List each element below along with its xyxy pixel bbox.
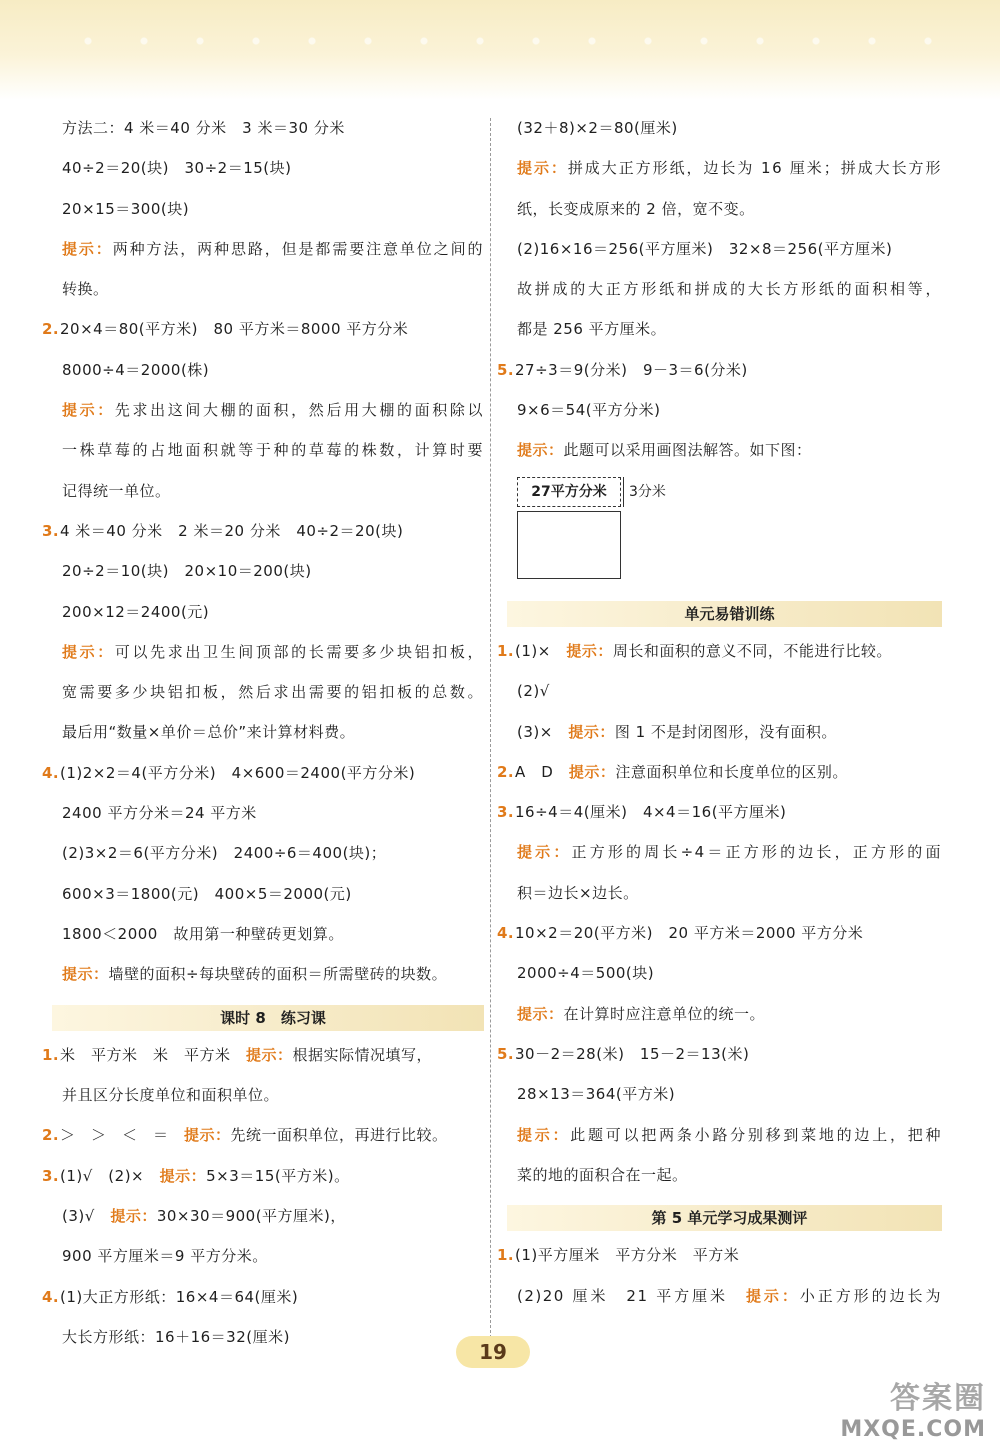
hint-label: 提示： [184, 1126, 231, 1145]
text-line [517, 712, 942, 752]
question-number: 3. [42, 521, 60, 540]
hint-label: 提示： [62, 642, 115, 661]
text-line [62, 1317, 484, 1357]
question-number: 4. [497, 924, 515, 943]
question-number: 2. [42, 320, 60, 339]
section-header [517, 591, 942, 631]
hint-label: 提示： [517, 1125, 571, 1144]
hint-label: 提示： [517, 159, 568, 178]
answer-text: 纸，长变成原来的 2 倍，宽不变。 [517, 199, 755, 218]
hint-label: 提示： [110, 1207, 157, 1226]
question-number: 2. [42, 1126, 60, 1145]
hint-label: 提示： [568, 722, 615, 741]
hint-text: 图 1 不是封闭图形，没有面积。 [614, 722, 837, 741]
left-column [42, 108, 484, 1357]
answer-text: (1)2×2＝4(平方分米) 4×600＝2400(平方分米) [60, 763, 416, 782]
answer-text: (3)√ [62, 1207, 111, 1226]
question-number: 1. [42, 1045, 60, 1064]
watermark-logo: 答案圈 [890, 1381, 986, 1416]
hint-label: 提示： [517, 843, 572, 862]
text-line [62, 189, 484, 229]
hint-text: 30×30＝900(平方厘米)， [156, 1207, 346, 1226]
hint-label: 提示： [62, 965, 109, 984]
text-line [62, 1236, 484, 1276]
hint-label: 提示： [566, 641, 613, 660]
hint-text: 小正方形的边长为 [799, 1286, 942, 1305]
answer-text: 故拼成的大正方形纸和拼成的大长方形纸的面积相等， [517, 280, 942, 299]
answer-text: 9×6＝54(平方分米) [517, 401, 661, 420]
question-number: 3. [497, 803, 515, 822]
text-line [62, 1075, 484, 1115]
text-line [42, 1277, 484, 1317]
column-divider [490, 118, 491, 1348]
watermark [840, 1373, 986, 1442]
answer-text: 28×13＝364(平方米) [517, 1085, 676, 1104]
hint-label: 提示： [517, 1004, 564, 1023]
answer-text: 16÷4＝4(厘米) 4×4＝16(平方厘米) [515, 803, 787, 822]
answer-text: 先求出这间大棚的面积，然后用大棚的面积除以 [114, 401, 484, 420]
answer-text: 一株草莓的占地面积就等于种的草莓的株数，计算时要 [62, 441, 484, 460]
answer-text: (32＋8)×2＝80(厘米) [517, 119, 678, 137]
text-line [42, 1035, 484, 1075]
answer-text: (2)20 厘米 21 平方厘米 [517, 1286, 746, 1305]
hint-text: 5×3＝15(平方米)。 [206, 1166, 350, 1185]
answer-text: A D [515, 762, 569, 781]
answer-text: 米 平方米 米 平方米 [60, 1045, 247, 1064]
hint-label: 提示： [246, 1045, 293, 1064]
question-number: 4. [42, 1287, 60, 1306]
question-number: 2. [497, 762, 515, 781]
question-number: 5. [497, 1044, 515, 1063]
answer-text: 正方形的周长÷4＝正方形的边长，正方形的面 [571, 843, 942, 862]
text-line [62, 874, 484, 914]
hint-text: 注意面积单位和长度单位的区别。 [615, 762, 848, 781]
text-line [517, 873, 942, 913]
text-line [62, 229, 484, 269]
answer-text: 积＝边长×边长。 [517, 883, 639, 902]
answer-text: 记得统一单位。 [62, 481, 171, 500]
hint-text: 先统一面积单位，再进行比较。 [230, 1126, 448, 1145]
answer-text: (2)√ [517, 682, 550, 701]
text-line [497, 1034, 942, 1074]
text-line [517, 1115, 942, 1155]
section-title: 第 5 单元学习成果测评 [651, 1209, 808, 1228]
text-line [62, 833, 484, 873]
text-line [62, 108, 484, 148]
section-title: 课时 8 练习课 [220, 1008, 326, 1027]
text-line [497, 1235, 942, 1275]
answer-text: 墙壁的面积÷每块壁砖的面积＝所需壁砖的块数。 [108, 965, 448, 984]
answer-text: 方法二：4 米＝40 分米 3 米＝30 分米 [62, 119, 345, 137]
text-line [497, 350, 942, 390]
text-line [517, 269, 942, 309]
text-line [517, 430, 942, 470]
answer-text: 8000÷4＝2000(株) [62, 360, 210, 379]
text-line [497, 913, 942, 953]
answer-text: 2000÷4＝500(块) [517, 964, 655, 983]
text-line [62, 269, 484, 309]
hint-label: 提示： [517, 441, 564, 460]
answer-text: 20×15＝300(块) [62, 199, 190, 218]
diagram-dimension-line [623, 477, 624, 507]
right-column [497, 108, 942, 1316]
text-line [42, 511, 484, 551]
question-number: 1. [497, 641, 515, 660]
text-line [62, 430, 484, 470]
answer-text: 都是 256 平方厘米。 [517, 320, 667, 339]
text-line [497, 631, 942, 671]
answer-text: 此题可以把两条小路分别移到菜地的边上，把种 [570, 1125, 942, 1144]
answer-text: 宽需要多少块铝扣板，然后求出需要的铝扣板的总数。 [62, 683, 484, 702]
hint-label: 提示： [159, 1166, 207, 1185]
text-line [62, 632, 484, 672]
text-line [497, 792, 942, 832]
answer-text: 40÷2＝20(块) 30÷2＝15(块) [62, 159, 292, 178]
text-line [517, 229, 942, 269]
text-line [62, 954, 484, 994]
answer-text: 20÷2＝10(块) 20×10＝200(块) [62, 562, 312, 581]
question-number: 4. [42, 763, 60, 782]
answer-text: 此题可以采用画图法解答。如下图： [563, 441, 812, 460]
watermark-url: MXQE.COM [840, 1417, 986, 1442]
hint-label: 提示： [62, 401, 115, 420]
answer-text: 10×2＝20(平方米) 20 平方米＝2000 平方分米 [515, 924, 864, 943]
header-decoration [0, 0, 1000, 100]
answer-text: 900 平方厘米＝9 平方分米。 [62, 1247, 268, 1266]
text-line [517, 1155, 942, 1195]
answer-text: 2400 平方分米＝24 平方米 [62, 804, 257, 823]
text-line [517, 1276, 942, 1316]
text-line [62, 1196, 484, 1236]
answer-text: 4 米＝40 分米 2 米＝20 分米 40÷2＝20(块) [60, 521, 404, 540]
text-line [42, 753, 484, 793]
text-line [62, 148, 484, 188]
text-line [62, 793, 484, 833]
text-line [517, 832, 942, 872]
answer-text: 大长方形纸：16＋16＝32(厘米) [62, 1327, 290, 1346]
text-line [62, 592, 484, 632]
diagram-area-label: 27平方分米 [531, 483, 607, 500]
answer-text: 最后用“数量×单价＝总价”来计算材料费。 [62, 723, 356, 742]
answer-text: 可以先求出卫生间顶部的长需要多少块铝扣板， [114, 642, 484, 661]
answer-text: (3)× [517, 722, 569, 741]
diagram-dimension-label: 3分米 [629, 483, 666, 500]
answer-text: (1)大正方形纸：16×4＝64(厘米) [60, 1287, 299, 1306]
question-number: 5. [497, 360, 515, 379]
section-header [62, 995, 484, 1035]
question-number: 1. [497, 1246, 515, 1265]
section-header [517, 1195, 942, 1235]
text-line [62, 350, 484, 390]
hint-label: 提示： [568, 762, 616, 781]
text-line [497, 752, 942, 792]
answer-text: (2)16×16＝256(平方厘米) 32×8＝256(平方厘米) [517, 239, 893, 258]
diagram-top-strip [517, 477, 621, 507]
answer-text: 27÷3＝9(分米) 9－3＝6(分米) [515, 360, 748, 379]
hint-label: 提示： [745, 1286, 800, 1305]
question-number: 3. [42, 1166, 60, 1185]
text-line [517, 671, 942, 711]
answer-text: ＞ ＞ ＜ ＝ [60, 1126, 185, 1145]
answer-text: (2)3×2＝6(平方分米) 2400÷6＝400(块)； [62, 844, 387, 863]
answer-text: 转换。 [62, 280, 109, 299]
text-line [62, 914, 484, 954]
text-line [62, 672, 484, 712]
answer-text: (1)√ (2)× [60, 1166, 160, 1185]
text-line [517, 148, 942, 188]
answer-text: 拼成大正方形纸，边长为 16 厘米；拼成大长方形 [567, 159, 942, 178]
hint-text: 根据实际情况填写， [292, 1045, 433, 1064]
text-line [62, 712, 484, 752]
text-line [62, 551, 484, 591]
text-line [517, 108, 942, 148]
answer-text: (1)平方厘米 平方分米 平方米 [515, 1246, 740, 1265]
text-line [62, 471, 484, 511]
page-number: 19 [456, 1336, 530, 1368]
answer-text: 30－2＝28(米) 15－2＝13(米) [515, 1044, 750, 1063]
section-title: 单元易错训练 [684, 604, 775, 623]
text-line [42, 1115, 484, 1155]
text-line [517, 309, 942, 349]
hint-text: 周长和面积的意义不同，不能进行比较。 [612, 641, 892, 660]
text-line [517, 1074, 942, 1114]
text-line [517, 189, 942, 229]
answer-text: 1800＜2000 故用第一种壁砖更划算。 [62, 924, 344, 943]
answer-text: 菜的地的面积合在一起。 [517, 1165, 688, 1184]
text-line [517, 994, 942, 1034]
diagram-rectangle [517, 511, 621, 579]
answer-text: 20×4＝80(平方米) 80 平方米＝8000 平方分米 [60, 320, 409, 339]
hint-label: 提示： [62, 239, 113, 258]
text-line [517, 390, 942, 430]
answer-text: 600×3＝1800(元) 400×5＝2000(元) [62, 884, 352, 903]
text-line [42, 309, 484, 349]
answer-text: 并且区分长度单位和面积单位。 [62, 1086, 280, 1105]
text-line [62, 390, 484, 430]
text-line [42, 1156, 484, 1196]
answer-text: 两种方法，两种思路，但是都需要注意单位之间的 [112, 239, 484, 258]
area-diagram [517, 471, 942, 591]
answer-text: 在计算时应注意单位的统一。 [563, 1004, 766, 1023]
answer-text: (1)× [515, 641, 567, 660]
text-line [517, 953, 942, 993]
answer-text: 200×12＝2400(元) [62, 602, 210, 621]
